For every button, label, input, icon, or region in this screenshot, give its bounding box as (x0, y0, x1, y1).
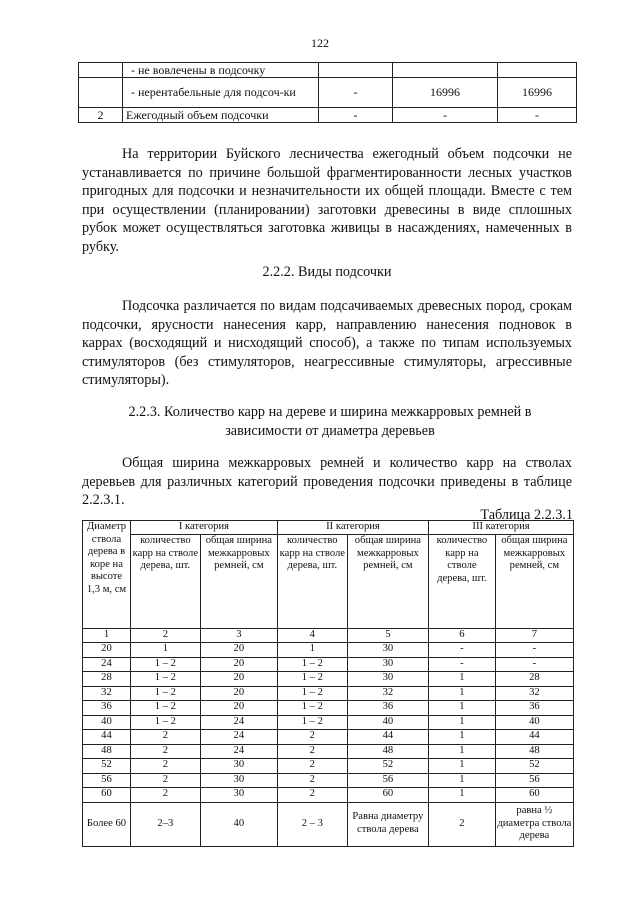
table-cell: 28 (495, 672, 573, 687)
continued-table (78, 62, 577, 123)
table-row (83, 730, 574, 745)
table-cell: 44 (495, 730, 573, 745)
table-cell: 2 (277, 773, 347, 788)
table-cell: 2 (130, 773, 200, 788)
table-row (83, 802, 574, 846)
table-cell: 30 (200, 788, 277, 803)
table-cell: - (495, 643, 573, 658)
table-cell: 1 (429, 672, 496, 687)
table-cell: 2 (130, 730, 200, 745)
table-cell: 28 (83, 672, 131, 687)
table-cell: 32 (83, 686, 131, 701)
table-cell (319, 63, 393, 78)
table-cell: - (429, 657, 496, 672)
table-cell: 1 (429, 759, 496, 774)
table-cell (393, 63, 498, 78)
table-cell: 2 (79, 108, 123, 123)
table-cell: 1 (429, 686, 496, 701)
table-cell: - (429, 643, 496, 658)
table-cell: 60 (347, 788, 428, 803)
table-cell: 1 – 2 (277, 672, 347, 687)
table-cell: 32 (347, 686, 428, 701)
table-cell: 1 – 2 (130, 672, 200, 687)
header-diameter: Диаметр ствола дерева в коре на высоте 1,3 м, см (83, 521, 131, 629)
table-cell: 20 (200, 701, 277, 716)
column-number: 3 (200, 629, 277, 643)
paragraph-3 (82, 454, 572, 510)
column-number: 1 (83, 629, 131, 643)
table-cell: 30 (200, 773, 277, 788)
table-cell: - (319, 108, 393, 123)
table-cell: 24 (83, 657, 131, 672)
table-cell: 20 (200, 657, 277, 672)
column-number: 7 (495, 629, 573, 643)
table-cell: 56 (83, 773, 131, 788)
table-cell: 1 (429, 730, 496, 745)
header-category-2: II категория (277, 521, 428, 535)
table-row (83, 788, 574, 803)
table-cell: - (498, 108, 577, 123)
column-number: 4 (277, 629, 347, 643)
table-cell: - нерентабельные для подсоч-ки (123, 78, 319, 108)
header-count-3: количество карр на стволе дерева, шт. (429, 535, 496, 629)
table-cell: 48 (83, 744, 131, 759)
table-cell: 2 (277, 744, 347, 759)
table-header-row (83, 521, 574, 535)
header-width-2: общая ширина межкарровых ремней, см (347, 535, 428, 629)
table-caption: Таблица 2.2.3.1 (480, 507, 573, 523)
paragraph-3-text: Общая ширина межкарровых ремней и количество карр на стволах деревьев для различных категорий проведения подсочки приведены в таблице 2.2.3.1. (82, 455, 572, 508)
table-cell: 52 (83, 759, 131, 774)
table-cell: 20 (200, 643, 277, 658)
table-cell: 2 – 3 (277, 802, 347, 846)
table-cell (79, 63, 123, 78)
table-cell (79, 78, 123, 108)
table-cell: 1 (429, 701, 496, 716)
column-number: 6 (429, 629, 496, 643)
table-row (83, 773, 574, 788)
table-cell: 1 – 2 (130, 686, 200, 701)
table-cell: 30 (347, 657, 428, 672)
header-width-1: общая ширина межкарровых ремней, см (200, 535, 277, 629)
table-row (79, 78, 577, 108)
table-cell: 40 (347, 715, 428, 730)
header-category-3: III категория (429, 521, 574, 535)
table-cell: 32 (495, 686, 573, 701)
table-cell: 1 – 2 (130, 701, 200, 716)
paragraph-2-text: Подсочка различается по видам подсачиваемых древесных пород, срокам подсочки, ярусности нанесения карр, направлению нанесения подновок в каррах (восходящий и нисходящий способ), а также по типам используемых стимуляторов (без стимуляторов, неагрессивные стимуляторы, агрессивные стимуляторы). (82, 298, 572, 388)
table-cell: 1 (429, 744, 496, 759)
table-cell: Ежегодный объем подсочки (123, 108, 319, 123)
table-cell: 30 (347, 672, 428, 687)
carr-table (82, 520, 574, 847)
table-cell: 1 (130, 643, 200, 658)
table-cell: Более 60 (83, 802, 131, 846)
table-row (79, 108, 577, 123)
table-cell: 1 (429, 788, 496, 803)
header-count-2: количество карр на стволе дерева, шт. (277, 535, 347, 629)
table-cell: 2 (130, 788, 200, 803)
table-row (83, 759, 574, 774)
table-cell: 40 (495, 715, 573, 730)
column-number: 5 (347, 629, 428, 643)
table-cell: 24 (200, 715, 277, 730)
table-cell: 20 (200, 686, 277, 701)
table-row (83, 672, 574, 687)
column-number-row (83, 629, 574, 643)
table-cell: 60 (83, 788, 131, 803)
table-cell: 1 – 2 (277, 701, 347, 716)
column-number: 2 (130, 629, 200, 643)
table-cell: 2 (130, 744, 200, 759)
section-heading-2-2-3: 2.2.3. Количество карр на дереве и ширина межкарровых ремней в зависимости от диаметра деревьев (128, 404, 532, 439)
table-cell: 30 (347, 643, 428, 658)
table-row (79, 63, 577, 78)
table-cell: 1 – 2 (130, 715, 200, 730)
section-heading-2-2-2: 2.2.2. Виды подсочки (262, 264, 392, 280)
table-cell: 2 (429, 802, 496, 846)
table-cell: 36 (495, 701, 573, 716)
table-row (83, 643, 574, 658)
table-cell: 56 (495, 773, 573, 788)
table-cell: - (495, 657, 573, 672)
table-cell: - (319, 78, 393, 108)
table-cell: 2 (277, 759, 347, 774)
table-cell: 1 – 2 (277, 657, 347, 672)
table-cell: 60 (495, 788, 573, 803)
table-cell: 48 (347, 744, 428, 759)
table-cell: 2 (277, 788, 347, 803)
table-cell: 20 (83, 643, 131, 658)
paragraph-1-text: На территории Буйского лесничества ежегодный объем подсочки не устанавливается по причине большой фрагментированности лесных участков пригодных для подсочки и незначительности их общей площади. Вместе с тем при осуществлении (планировании) заготовки древесины в виде сплошных рубок может осуществляться заготовка живицы в насаждениях, намеченных в рубку. (82, 146, 572, 255)
paragraph-2 (82, 297, 572, 390)
table-cell: 36 (347, 701, 428, 716)
table-cell: 24 (200, 744, 277, 759)
table-cell: 16996 (393, 78, 498, 108)
table-cell: 2 (130, 759, 200, 774)
table-cell: 48 (495, 744, 573, 759)
table-cell: 1 (277, 643, 347, 658)
table-cell: 24 (200, 730, 277, 745)
table-cell: 20 (200, 672, 277, 687)
table-cell: Равна диаметру ствола дерева (347, 802, 428, 846)
table-cell: 1 – 2 (130, 657, 200, 672)
table-row (83, 657, 574, 672)
table-cell: 40 (200, 802, 277, 846)
table-row (83, 744, 574, 759)
table-subheader-row (83, 535, 574, 629)
table-cell: равна ½ диаметра ствола дерева (495, 802, 573, 846)
paragraph-1 (82, 145, 572, 256)
table-cell: 52 (347, 759, 428, 774)
table-row (83, 686, 574, 701)
table-cell (498, 63, 577, 78)
table-cell: 40 (83, 715, 131, 730)
table-cell: 1 – 2 (277, 715, 347, 730)
table-row (83, 701, 574, 716)
table-cell: 44 (347, 730, 428, 745)
table-cell: 52 (495, 759, 573, 774)
table-row (83, 715, 574, 730)
header-count-1: количество карр на стволе дерева, шт. (130, 535, 200, 629)
header-category-1: I категория (130, 521, 277, 535)
table-cell: 36 (83, 701, 131, 716)
table-cell: 2 (277, 730, 347, 745)
table-cell: - (393, 108, 498, 123)
table-cell: - не вовлечены в подсочку (123, 63, 319, 78)
header-width-3: общая ширина межкарровых ремней, см (495, 535, 573, 629)
table-cell: 44 (83, 730, 131, 745)
table-cell: 1 (429, 715, 496, 730)
table-cell: 56 (347, 773, 428, 788)
page-number: 122 (311, 36, 329, 50)
table-cell: 16996 (498, 78, 577, 108)
table-cell: 1 – 2 (277, 686, 347, 701)
table-cell: 30 (200, 759, 277, 774)
table-cell: 1 (429, 773, 496, 788)
table-cell: 2–3 (130, 802, 200, 846)
